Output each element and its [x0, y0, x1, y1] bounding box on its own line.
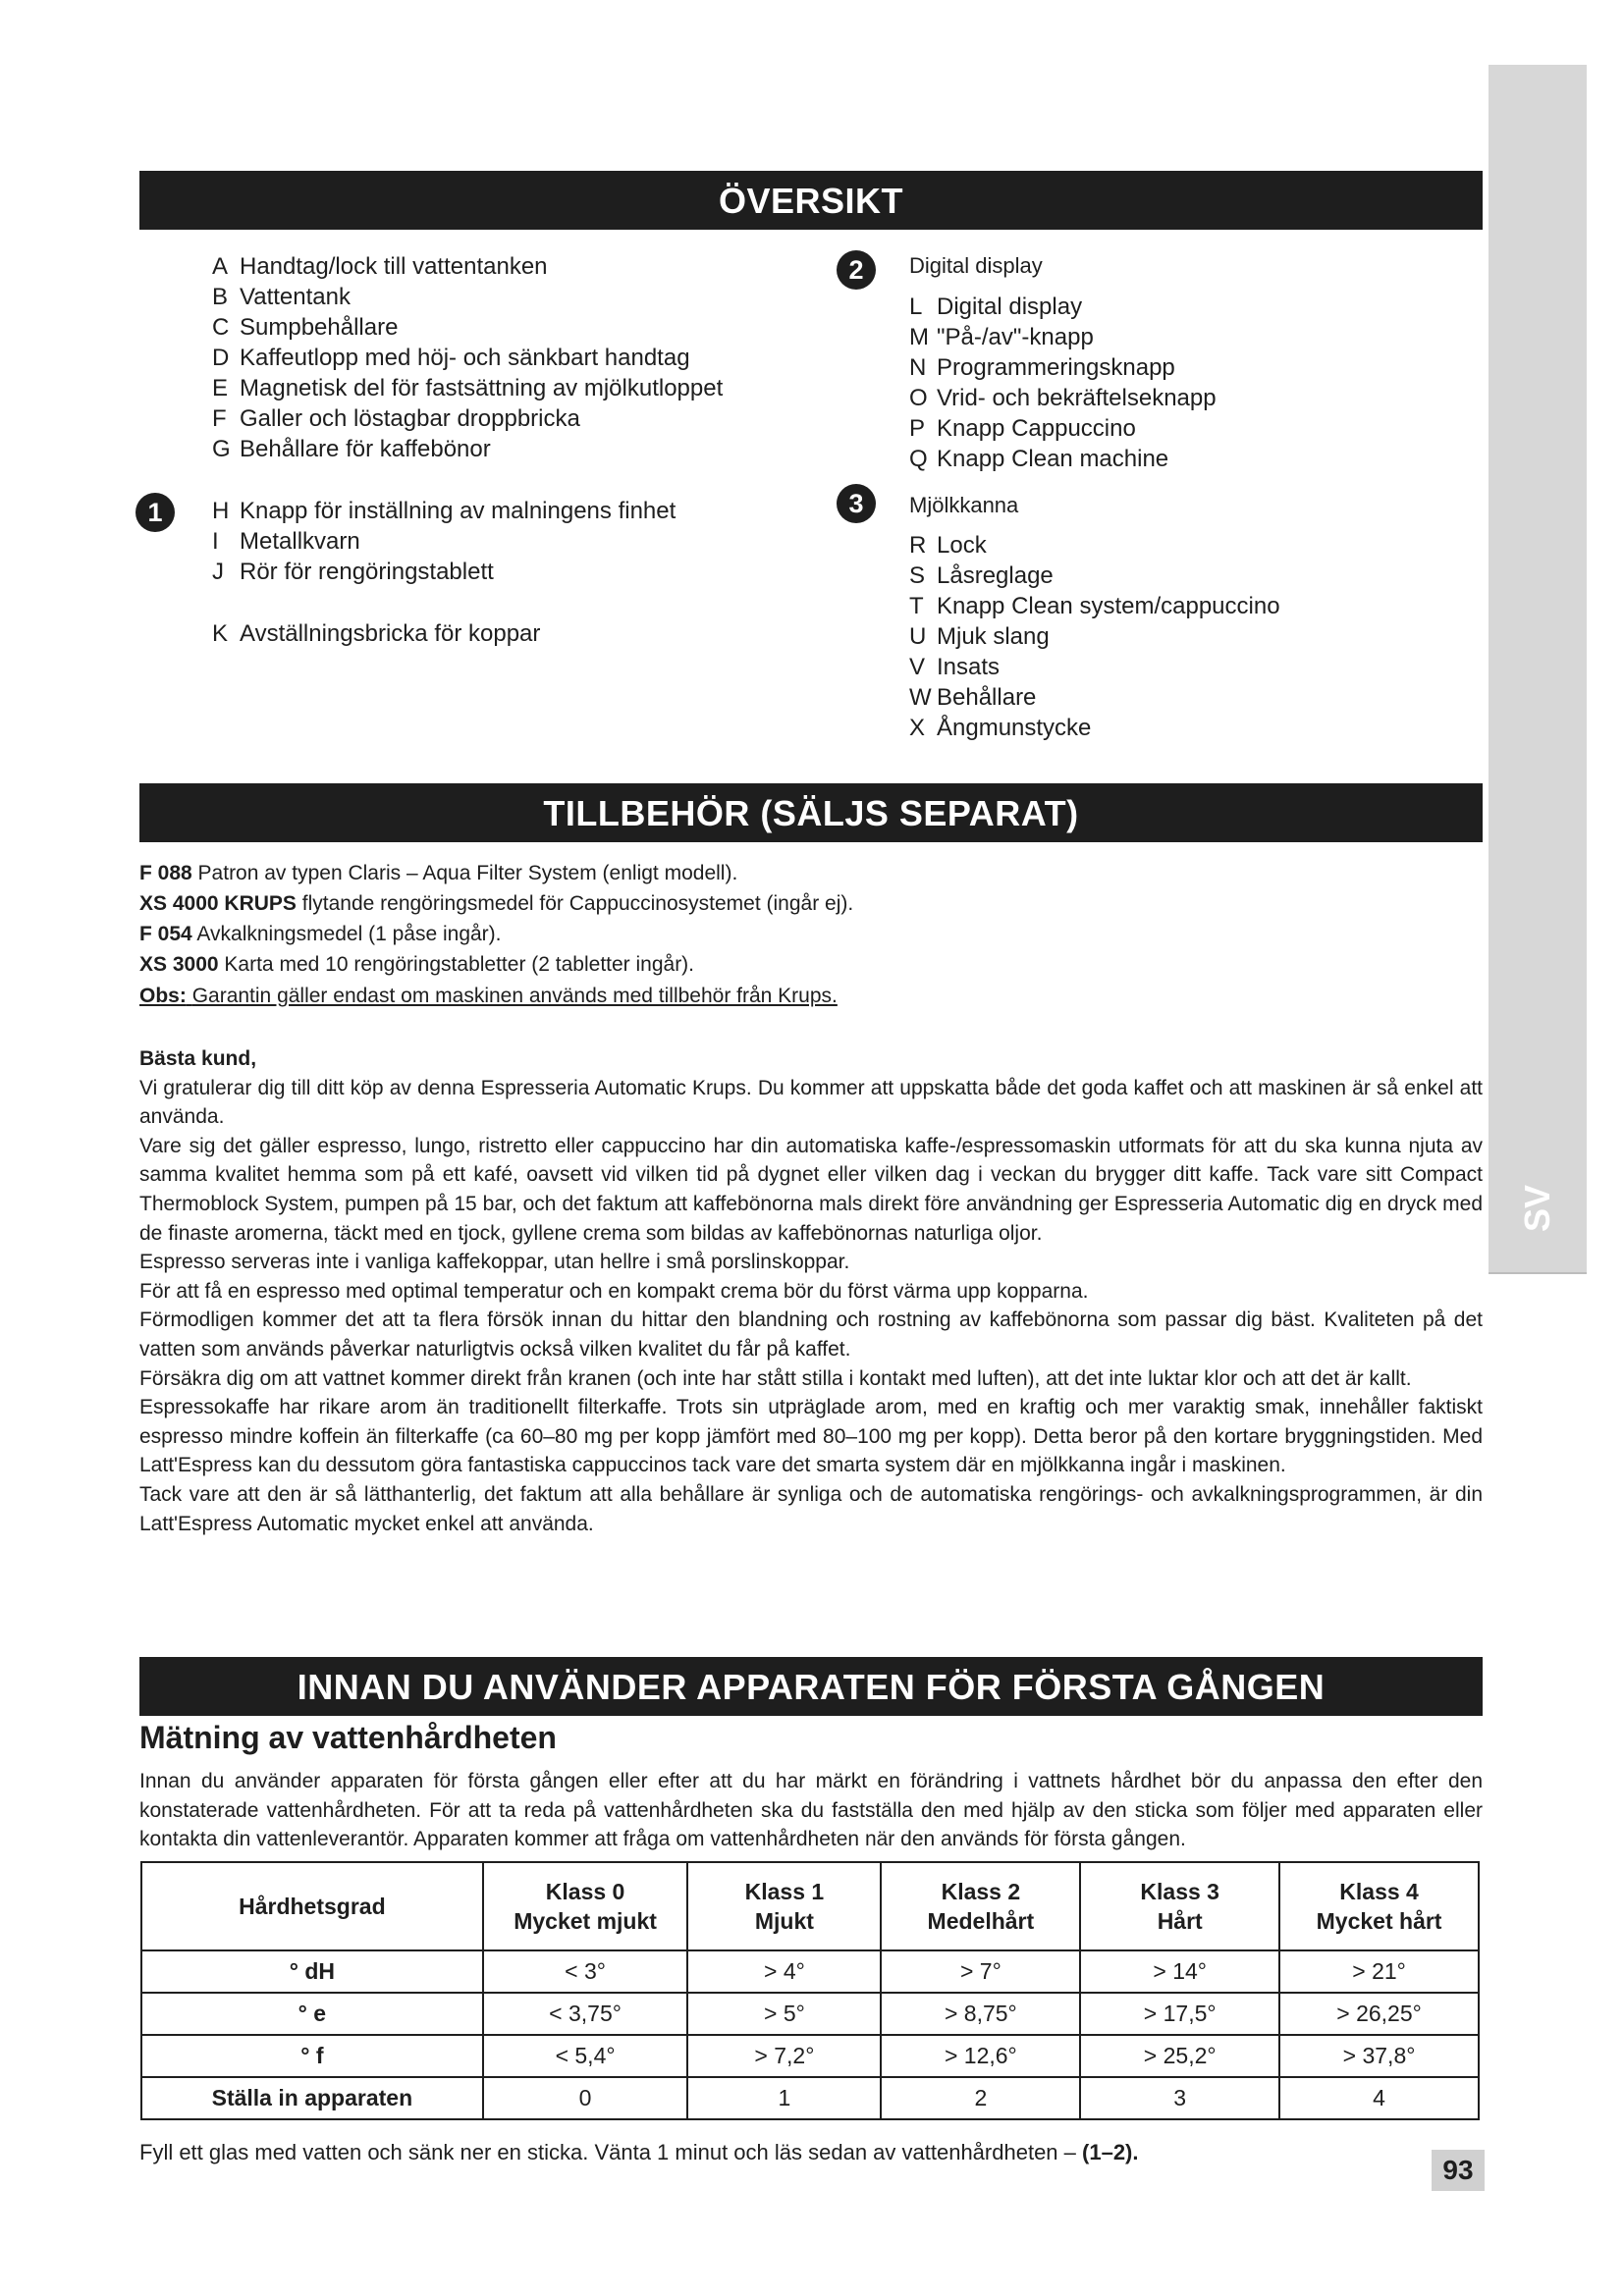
- table-cell: < 5,4°: [483, 2035, 688, 2077]
- water-hardness-subtitle: Mätning av vattenhårdheten: [139, 1720, 557, 1755]
- class-header: Klass 4 Mycket hårt: [1279, 1862, 1479, 1950]
- group-2-title: Digital display: [909, 253, 1043, 278]
- list-item: D Kaffeutlopp med höj- och sänkbart handtag: [212, 345, 690, 371]
- table-header-row: [141, 1862, 1479, 1950]
- table-cell: < 3°: [483, 1950, 688, 1993]
- table-cell: 0: [483, 2077, 688, 2119]
- list-item: O Vrid- och bekräftelseknapp: [909, 385, 1217, 411]
- table-row: [141, 2077, 1479, 2119]
- overview-list-r-x: [909, 530, 1280, 743]
- table-cell: > 14°: [1080, 1950, 1279, 1993]
- table-cell: 4: [1279, 2077, 1479, 2119]
- list-item: X Ångmunstycke: [909, 715, 1092, 741]
- list-item: E Magnetisk del för fastsättning av mjölkutloppet: [212, 375, 724, 401]
- table-cell: > 37,8°: [1279, 2035, 1479, 2077]
- accessory-item: F 088 Patron av typen Claris – Aqua Filter System (enligt modell).: [139, 862, 738, 884]
- list-item: G Behållare för kaffebönor: [212, 436, 491, 462]
- accessories-heading: TILLBEHÖR (SÄLJS SEPARAT): [139, 783, 1483, 842]
- table-cell: 1: [687, 2077, 881, 2119]
- table-cell: > 5°: [687, 1993, 881, 2035]
- row-label: ° f: [141, 2035, 483, 2077]
- greeting: Bästa kund,: [139, 1047, 257, 1070]
- table-cell: > 25,2°: [1080, 2035, 1279, 2077]
- list-item: B Vattentank: [212, 284, 351, 310]
- table-row: [141, 1993, 1479, 2035]
- list-item: S Låsreglage: [909, 562, 1054, 589]
- overview-list-k: [212, 618, 540, 649]
- table-cell: 2: [881, 2077, 1080, 2119]
- list-item: W Behållare: [909, 684, 1037, 711]
- accessories-list: [139, 858, 853, 980]
- intro-paragraph: Espresso serveras inte i vanliga kaffekoppar, utan hellre i små porslinskoppar.: [139, 1251, 850, 1274]
- table-cell: > 7,2°: [687, 2035, 881, 2077]
- table-row: [141, 2035, 1479, 2077]
- list-item: C Sumpbehållare: [212, 314, 399, 341]
- table-cell: > 21°: [1279, 1950, 1479, 1993]
- water-hardness-text: Innan du använder apparaten för första gången eller efter att du har märkt en förändring i vattnets hårdhet bör du anpassa den efter den konstaterade vattenhårdheten. För att ta reda på vattenhårdheten ska du fastställa den med hjälp av den sticka som följer med apparaten eller kontakta din vattenleverantör. Apparaten kommer att fråga om vattenhårdheten när den används för första gången.: [139, 1770, 1483, 1851]
- table-cell: > 4°: [687, 1950, 881, 1993]
- list-item: V Insats: [909, 654, 1001, 680]
- list-item: F Galler och löstagbar droppbricka: [212, 405, 580, 432]
- list-item: T Knapp Clean system/cappuccino: [909, 593, 1280, 619]
- table-cell: < 3,75°: [483, 1993, 688, 2035]
- list-item: U Mjuk slang: [909, 623, 1050, 650]
- list-item: P Knapp Cappuccino: [909, 415, 1136, 442]
- row-label: Ställa in apparaten: [141, 2077, 483, 2119]
- list-item: I Metallkvarn: [212, 528, 360, 555]
- intro-paragraph: Försäkra dig om att vattnet kommer direkt från kranen (och inte har stått stilla i kontakt med luften), att det inte luktar klor och att det är kallt.: [139, 1366, 1412, 1390]
- list-item: J Rör för rengöringstablett: [212, 559, 494, 585]
- list-item: K Avställningsbricka för koppar: [212, 620, 541, 647]
- list-item: Q Knapp Clean machine: [909, 446, 1169, 472]
- class-header: Klass 3 Hårt: [1080, 1862, 1279, 1950]
- accessory-item: F 054 Avkalkningsmedel (1 påse ingår).: [139, 923, 502, 945]
- group-3-title: Mjölkkanna: [909, 493, 1019, 517]
- intro-paragraph: Espressokaffe har rikare arom än traditionellt filterkaffe. Trots sin utpräglade arom, med en kraftig och mer varaktig smak, innehåller faktiskt espresso mindre koffein än filterkaffe (ca 60–80 mg per kopp jämfört med 80–100 mg per kopp). Detta beror på den kortare bryggningstiden. Med Latt'Espress kan du dessutom göra fantastiska cappuccinos tack vare det smarta system där en mjölkkanna ingår i maskinen.: [139, 1396, 1483, 1477]
- table-row: [141, 1950, 1479, 1993]
- list-item: H Knapp för inställning av malningens finhet: [212, 498, 677, 524]
- list-item: N Programmeringsknapp: [909, 354, 1175, 381]
- group-1-badge: 1: [135, 493, 175, 532]
- class-header: Klass 0 Mycket mjukt: [483, 1862, 688, 1950]
- table-cell: > 8,75°: [881, 1993, 1080, 2035]
- row-label: ° e: [141, 1993, 483, 2035]
- table-header-label: Hårdhetsgrad: [141, 1862, 483, 1950]
- table-cell: > 7°: [881, 1950, 1080, 1993]
- list-item: R Lock: [909, 532, 987, 559]
- class-header: Klass 2 Medelhårt: [881, 1862, 1080, 1950]
- language-code: SV: [1517, 1184, 1557, 1233]
- intro-text: [139, 1044, 1483, 1538]
- table-cell: > 12,6°: [881, 2035, 1080, 2077]
- overview-heading: ÖVERSIKT: [139, 171, 1483, 230]
- accessory-item: XS 3000 Karta med 10 rengöringstabletter (2 tabletter ingår).: [139, 953, 695, 976]
- group-3-badge: 3: [837, 484, 876, 523]
- language-tab: [1489, 65, 1587, 1274]
- accessories-note: Obs: Garantin gäller endast om maskinen används med tillbehör från Krups.: [139, 985, 838, 1007]
- list-item: A Handtag/lock till vattentanken: [212, 253, 548, 280]
- list-item: M "På-/av"-knapp: [909, 324, 1094, 350]
- hardness-table: [140, 1861, 1480, 2120]
- group-2-badge: 2: [837, 250, 876, 290]
- accessory-item: XS 4000 KRUPS flytande rengöringsmedel för Cappuccinosystemet (ingår ej).: [139, 892, 854, 915]
- list-item: L Digital display: [909, 294, 1083, 320]
- overview-list-h-j: [212, 496, 676, 587]
- overview-list-l-q: [909, 292, 1217, 474]
- first-use-heading: INNAN DU ANVÄNDER APPARATEN FÖR FÖRSTA GÅNGEN: [139, 1657, 1483, 1716]
- table-cell: 3: [1080, 2077, 1279, 2119]
- page-number: 93: [1432, 2150, 1485, 2191]
- intro-paragraph: Vare sig det gäller espresso, lungo, ristretto eller cappuccino har din automatiska kaffe-/espressomaskin utformats för att du ska kunna njuta av samma kvalitet hemma som på ett kafé, oavsett vid vilken tid på dygnet eller vilken dag i veckan du brygger ditt kaffe. Tack vare sitt Compact Thermoblock System, pumpen på 15 bar, och det faktum att kaffebönorna mals direkt före användning ger Espresseria Automatic dig en dryck med de finaste aromerna, täckt med en tjock, gyllene crema som bildas av kaffebönornas naturliga oljor.: [139, 1134, 1483, 1245]
- class-header: Klass 1 Mjukt: [687, 1862, 881, 1950]
- row-label: ° dH: [141, 1950, 483, 1993]
- table-cell: > 17,5°: [1080, 1993, 1279, 2035]
- intro-paragraph: Tack vare att den är så lätthanterlig, det faktum att alla behållare är synliga och de automatiska rengörings- och avkalkningsprogrammen, är din Latt'Espress Automatic mycket enkel att använda.: [139, 1482, 1483, 1535]
- footer-instruction: Fyll ett glas med vatten och sänk ner en sticka. Vänta 1 minut och läs sedan av vattenhårdheten – (1–2).: [139, 2140, 1139, 2164]
- overview-list-a-g: [212, 251, 723, 464]
- intro-paragraph: Förmodligen kommer det att ta flera försök innan du hittar den blandning och rostning av kaffebönorna som passar dig bäst. Kvaliteten på det vatten som används påverkar naturligtvis också vilken kvalitet du får på kaffet.: [139, 1308, 1483, 1361]
- table-cell: > 26,25°: [1279, 1993, 1479, 2035]
- intro-paragraph: För att få en espresso med optimal temperatur och en kompakt crema bör du först värma upp kopparna.: [139, 1279, 1089, 1303]
- intro-paragraph: Vi gratulerar dig till ditt köp av denna Espresseria Automatic Krups. Du kommer att uppskatta både det goda kaffet och att maskinen är så enkel att använda.: [139, 1076, 1483, 1129]
